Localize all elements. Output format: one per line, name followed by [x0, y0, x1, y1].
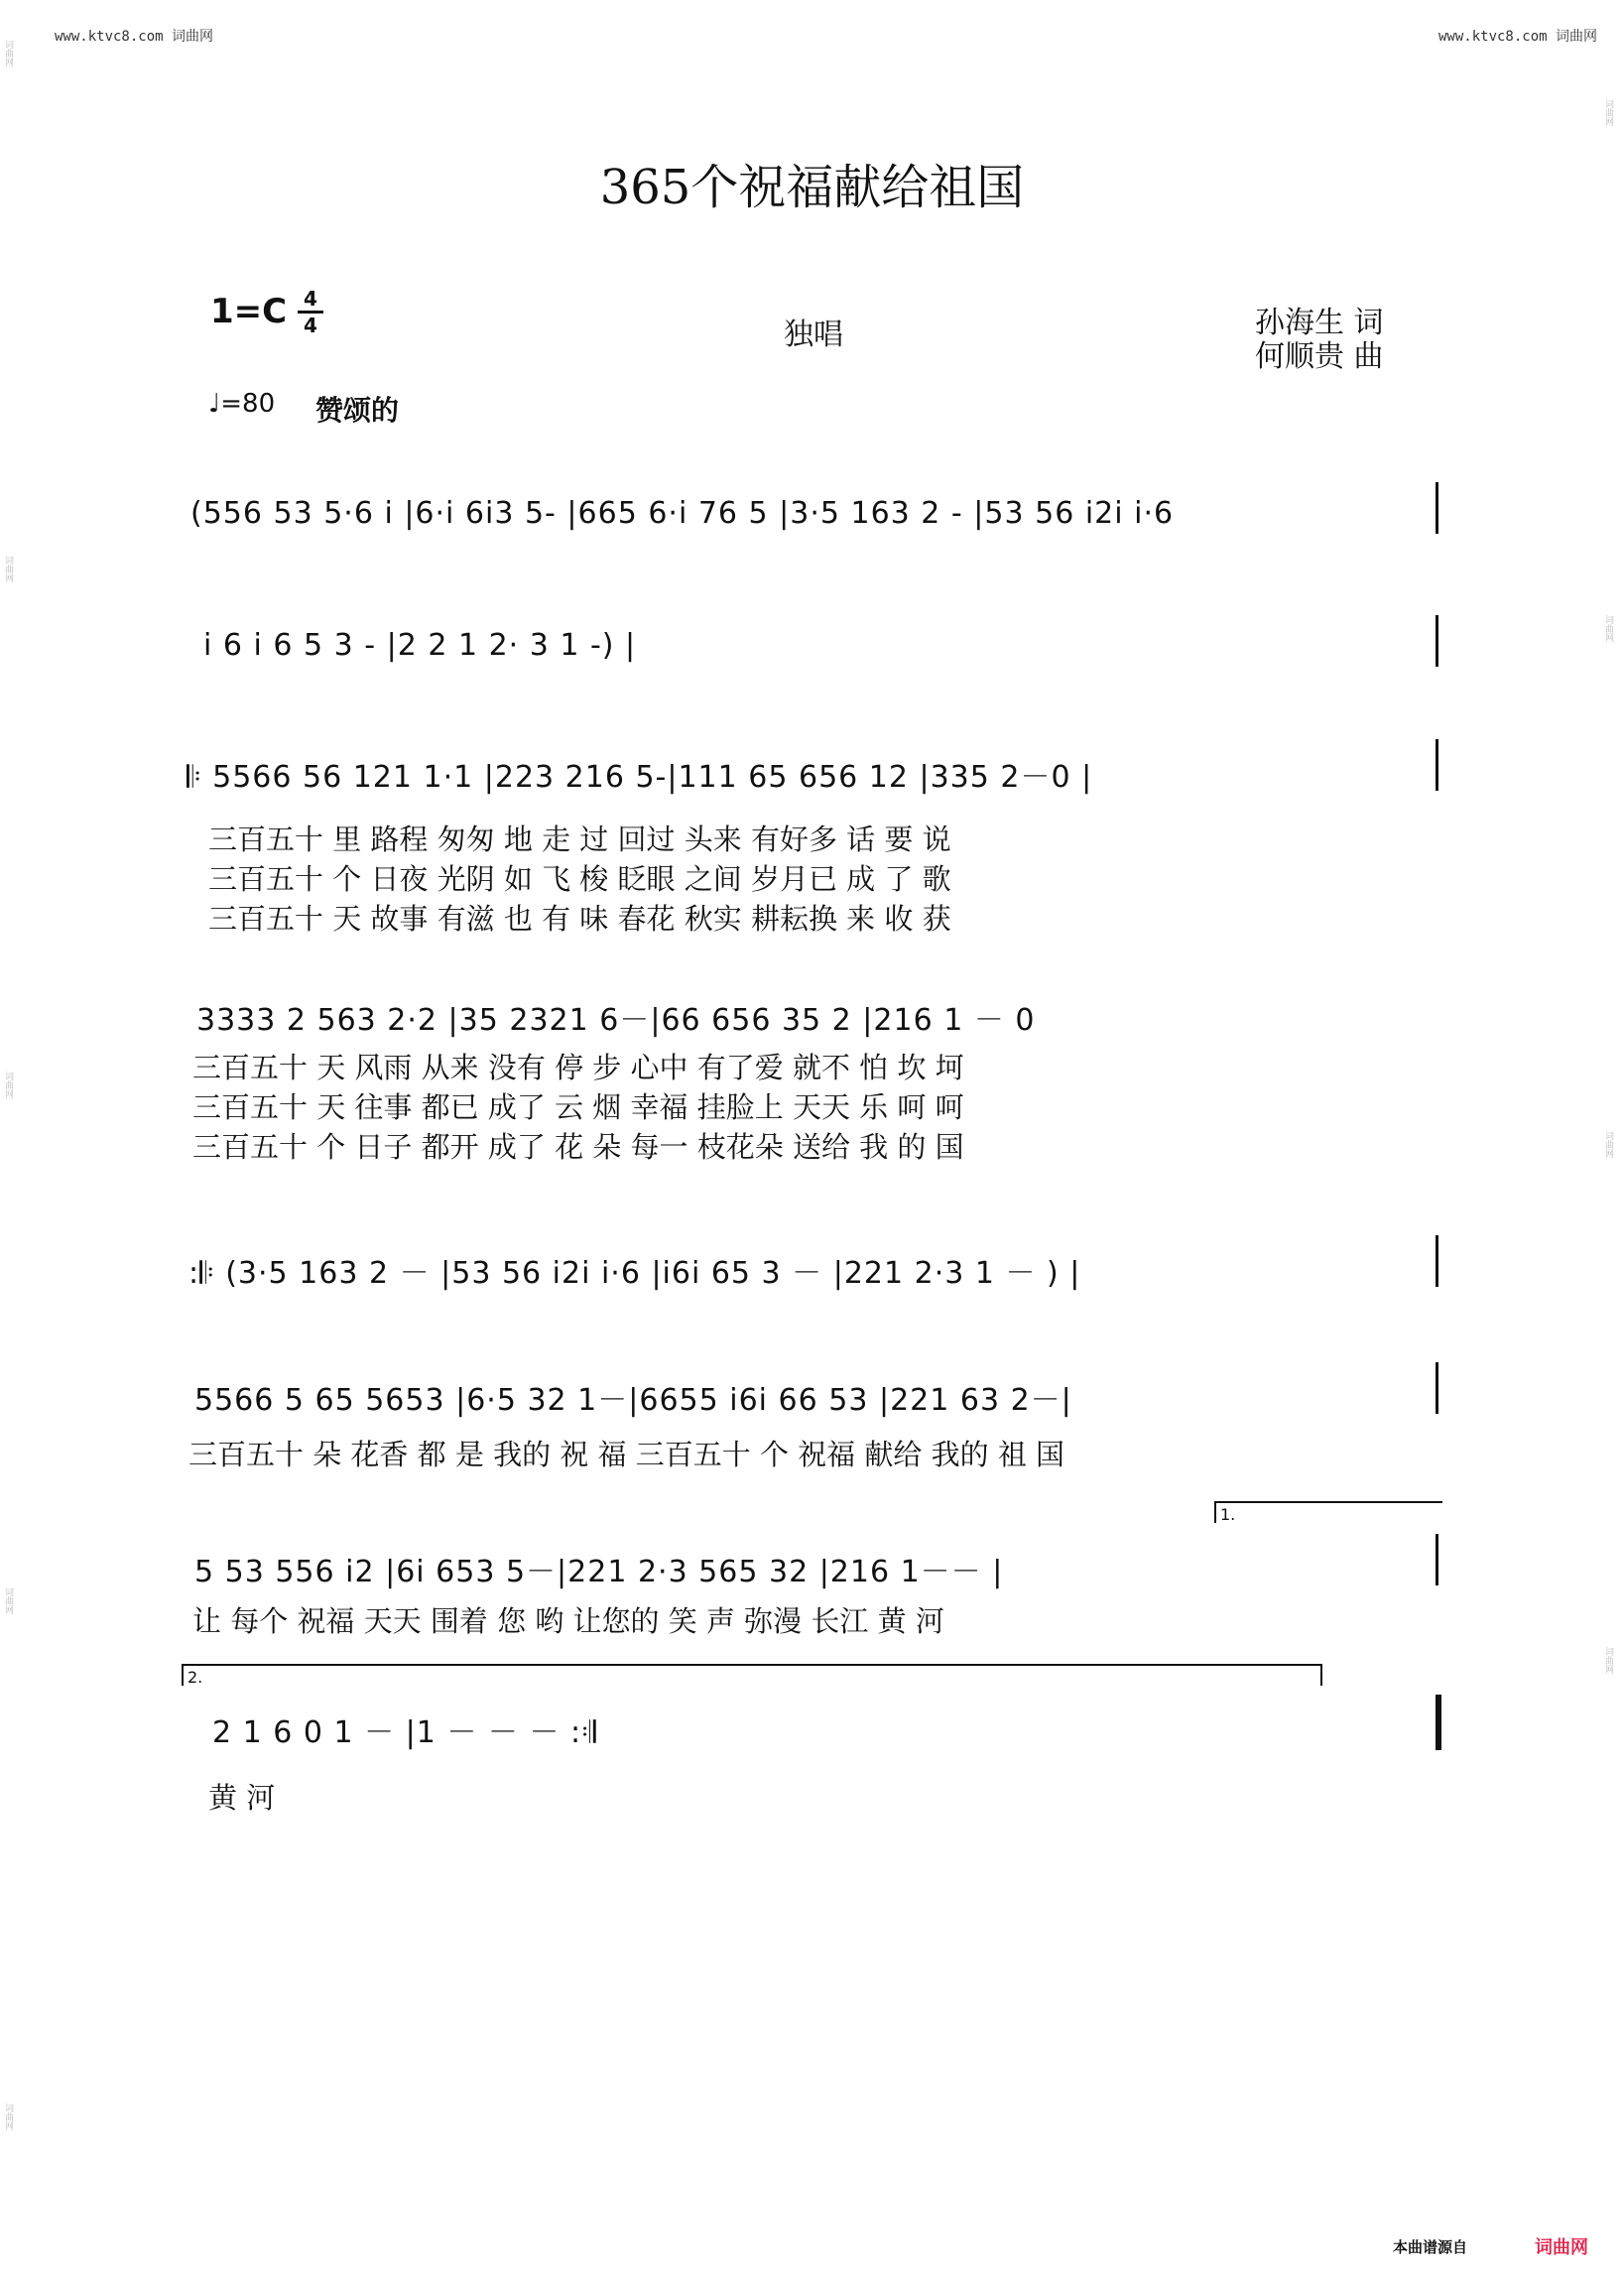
site-header-right[interactable]: www.ktvc8.com 词曲网 [1438, 29, 1598, 45]
performance-type: 独唱 [784, 317, 843, 352]
left-watermark-strip [0, 0, 24, 2277]
barline [1436, 1362, 1438, 1414]
expression-marking: 赞颂的 [315, 394, 400, 427]
barline [1436, 482, 1438, 534]
watermark-text: 词曲网 [3, 40, 13, 66]
watermark-text: 词曲网 [3, 1587, 13, 1614]
notation-line-8: 2 1 6 0 1 － |1 － － － :𝄇 [212, 1715, 597, 1750]
watermark-text: 词曲网 [1603, 1647, 1613, 1674]
lyric-line-9: 黄 河 [208, 1781, 276, 1815]
time-signature [298, 288, 323, 336]
watermark-text: 词曲网 [1603, 1131, 1613, 1158]
lyric-line-1: 三百五十 里 路程 匆匆 地 走 过 回过 头来 有好多 话 要 说 [208, 822, 951, 856]
site-header-left[interactable]: www.ktvc8.com 词曲网 [55, 29, 214, 45]
notation-line-3: 𝄆 5566 56 121 1·1 |223 216 5-|111 65 656 12 |335 2－0 | [187, 760, 1093, 795]
notation-line-1: (556 53 5·6 i |6·i 6i3 5- |665 6·i 76 5 |3·5 163 2 - |53 56 i2i i·6 [190, 496, 1175, 531]
composer-credit: 何顺贵 曲 [1255, 339, 1384, 374]
time-signature-top: 4 [304, 287, 317, 311]
barline [1436, 739, 1438, 791]
lyric-line-6: 三百五十 个 日子 都开 成了 花 朵 每一 枝花朵 送给 我 的 国 [192, 1130, 964, 1164]
notation-line-4: 3333 2 563 2·2 |35 2321 6－|66 656 35 2 |216 1 － 0 [196, 1003, 1036, 1038]
final-barline [1436, 1695, 1441, 1750]
lyric-line-7: 三百五十 朵 花香 都 是 我的 祝 福 三百五十 个 祝福 献给 我的 祖 国 [188, 1438, 1065, 1471]
lyric-line-5: 三百五十 天 往事 都已 成了 云 烟 幸福 挂脸上 天天 乐 呵 呵 [192, 1090, 964, 1124]
notation-line-6: 5566 5 65 5653 |6·5 32 1－|6655 i6i 66 53 |221 63 2－| [194, 1383, 1072, 1418]
barline [1436, 1534, 1438, 1585]
lyric-line-2: 三百五十 个 日夜 光阴 如 飞 梭 眨眼 之间 岁月已 成 了 歌 [208, 862, 951, 896]
key-signature: 1=C [210, 292, 288, 331]
notation-line-5: :𝄆 (3·5 163 2 － |53 56 i2i i·6 |i6i 65 3 － |221 2·3 1 － ) | [188, 1256, 1081, 1291]
first-ending-bracket [1214, 1501, 1442, 1523]
barline [1436, 615, 1438, 667]
notation-line-7: 5 53 556 i2 |6i 653 5－|221 2·3 565 32 |216 1－－ | [194, 1555, 1004, 1589]
footer-source-link[interactable]: 词曲网 [1535, 2237, 1588, 2258]
lyric-line-8: 让 每个 祝福 天天 围着 您 哟 让您的 笑 声 弥漫 长江 黄 河 [192, 1604, 944, 1638]
second-ending-bracket [182, 1664, 1322, 1686]
time-signature-bottom: 4 [304, 314, 317, 337]
lyricist-credit: 孙海生 词 [1255, 306, 1384, 340]
watermark-text: 词曲网 [1603, 615, 1613, 642]
right-watermark-strip [1600, 0, 1624, 2277]
first-ending-label: 1. [1220, 1505, 1236, 1524]
notation-line-2: i 6 i 6 5 3 - |2 2 1 2· 3 1 -) | [203, 628, 637, 663]
watermark-text: 词曲网 [1603, 99, 1613, 126]
lyric-line-4: 三百五十 天 风雨 从来 没有 停 步 心中 有了爱 就不 怕 坎 坷 [192, 1051, 964, 1084]
score-title: 365个祝福献给祖国 [599, 160, 1025, 215]
second-ending-label: 2. [187, 1668, 203, 1687]
lyric-line-3: 三百五十 天 故事 有滋 也 有 味 春花 秋实 耕耘换 来 收 获 [208, 902, 951, 936]
barline [1436, 1235, 1438, 1287]
watermark-text: 词曲网 [3, 556, 13, 582]
watermark-text: 词曲网 [3, 2103, 13, 2130]
footer-source-label: 本曲谱源自 [1393, 2238, 1468, 2256]
watermark-text: 词曲网 [3, 1072, 13, 1098]
tempo-marking: ♩=80 [208, 389, 276, 419]
